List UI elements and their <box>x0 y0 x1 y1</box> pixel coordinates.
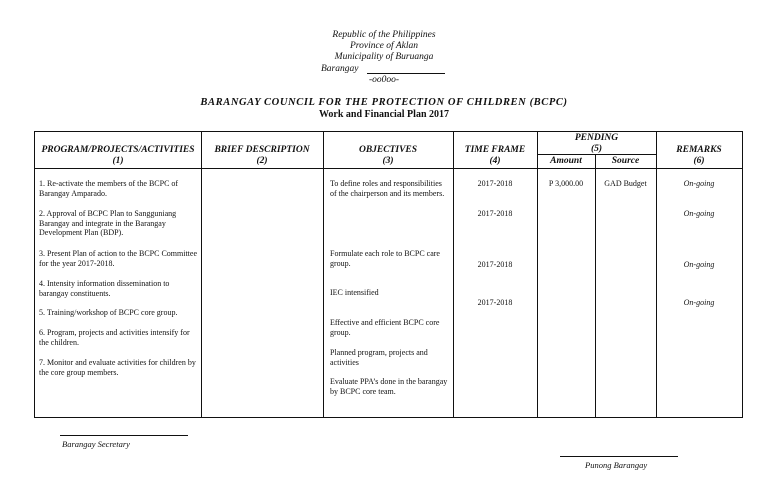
header-time-frame: TIME FRAME <box>464 145 526 155</box>
objective-item: IEC intensified <box>330 288 379 297</box>
program-item: 7. Monitor and evaluate activities for children by the core group members. <box>39 358 196 377</box>
time-frame-value: 2017-2018 <box>477 209 513 218</box>
header-brief-num: (2) <box>256 156 268 166</box>
header-objectives: OBJECTIVES <box>358 145 418 155</box>
program-item: 1. Re-activate the members of the BCPC of Barangay Amparado. <box>39 179 179 198</box>
header-pending: PENDING <box>574 133 619 143</box>
punong-signature-line <box>560 456 678 457</box>
header-pending-num: (5) <box>590 144 603 154</box>
objective-item: Evaluate PPA’s done in the barangay by BCPC core team. <box>330 377 448 396</box>
column-divider <box>595 154 596 417</box>
header-barangay-label: Barangay <box>321 64 359 74</box>
header-province: Province of Aklan <box>349 41 419 51</box>
time-frame-value: 2017-2018 <box>477 298 513 307</box>
punong-barangay-label: Punong Barangay <box>585 460 648 470</box>
remarks-value: On-going <box>683 298 715 307</box>
remarks-value: On-going <box>683 179 715 188</box>
header-programs: PROGRAM/PROJECTS/ACTIVITIES <box>41 145 195 155</box>
remarks-value: On-going <box>683 209 715 218</box>
header-municipality: Municipality of Buruanga <box>334 52 434 62</box>
objective-item: Planned program, projects and activities <box>330 348 428 367</box>
header-objectives-num: (3) <box>382 156 394 166</box>
header-republic: Republic of the Philippines <box>332 30 436 40</box>
header-programs-num: (1) <box>112 156 124 166</box>
program-item: 3. Present Plan of action to the BCPC Committee for the year 2017-2018. <box>39 249 197 268</box>
barangay-blank-line <box>367 73 445 74</box>
column-divider <box>201 132 202 417</box>
header-time-frame-num: (4) <box>489 156 501 166</box>
program-item: 4. Intensity information dissemination to barangay constituents. <box>39 279 170 298</box>
objective-item: To define roles and responsibilities of the chairperson and its members. <box>330 179 445 198</box>
time-frame-value: 2017-2018 <box>477 260 513 269</box>
column-divider <box>537 132 538 417</box>
column-divider <box>453 132 454 417</box>
header-bottom-line <box>35 168 742 169</box>
remarks-value: On-going <box>683 260 715 269</box>
header-amount: Amount <box>550 156 582 166</box>
program-item: 5. Training/workshop of BCPC core group. <box>39 308 178 317</box>
header-divider: -oo0oo- <box>368 75 400 85</box>
program-item: 2. Approval of BCPC Plan to Sangguniang Barangay and integrate in the Barangay Development Plan (BDP). <box>39 209 177 237</box>
program-item: 6. Program, projects and activities intensify for the children. <box>39 328 190 347</box>
source-value: GAD Budget <box>604 179 647 188</box>
header-brief-description: BRIEF DESCRIPTION <box>214 145 310 155</box>
header-remarks: REMARKS <box>676 145 722 155</box>
amount-value: P 3,000.00 <box>548 179 584 188</box>
objective-item: Effective and efficient BCPC core group. <box>330 318 440 337</box>
column-divider <box>656 132 657 417</box>
header-remarks-num: (6) <box>693 156 705 166</box>
objective-item: Formulate each role to BCPC care group. <box>330 249 440 268</box>
document-subtitle: Work and Financial Plan 2017 <box>318 109 450 120</box>
secretary-signature-line <box>60 435 188 436</box>
time-frame-value: 2017-2018 <box>477 179 513 188</box>
work-plan-table <box>34 131 743 418</box>
header-source: Source <box>611 156 640 166</box>
secretary-label: Barangay Secretary <box>62 439 130 449</box>
column-divider <box>323 132 324 417</box>
document-title: BARANGAY COUNCIL FOR THE PROTECTION OF CHILDREN (BCPC) <box>200 97 568 108</box>
